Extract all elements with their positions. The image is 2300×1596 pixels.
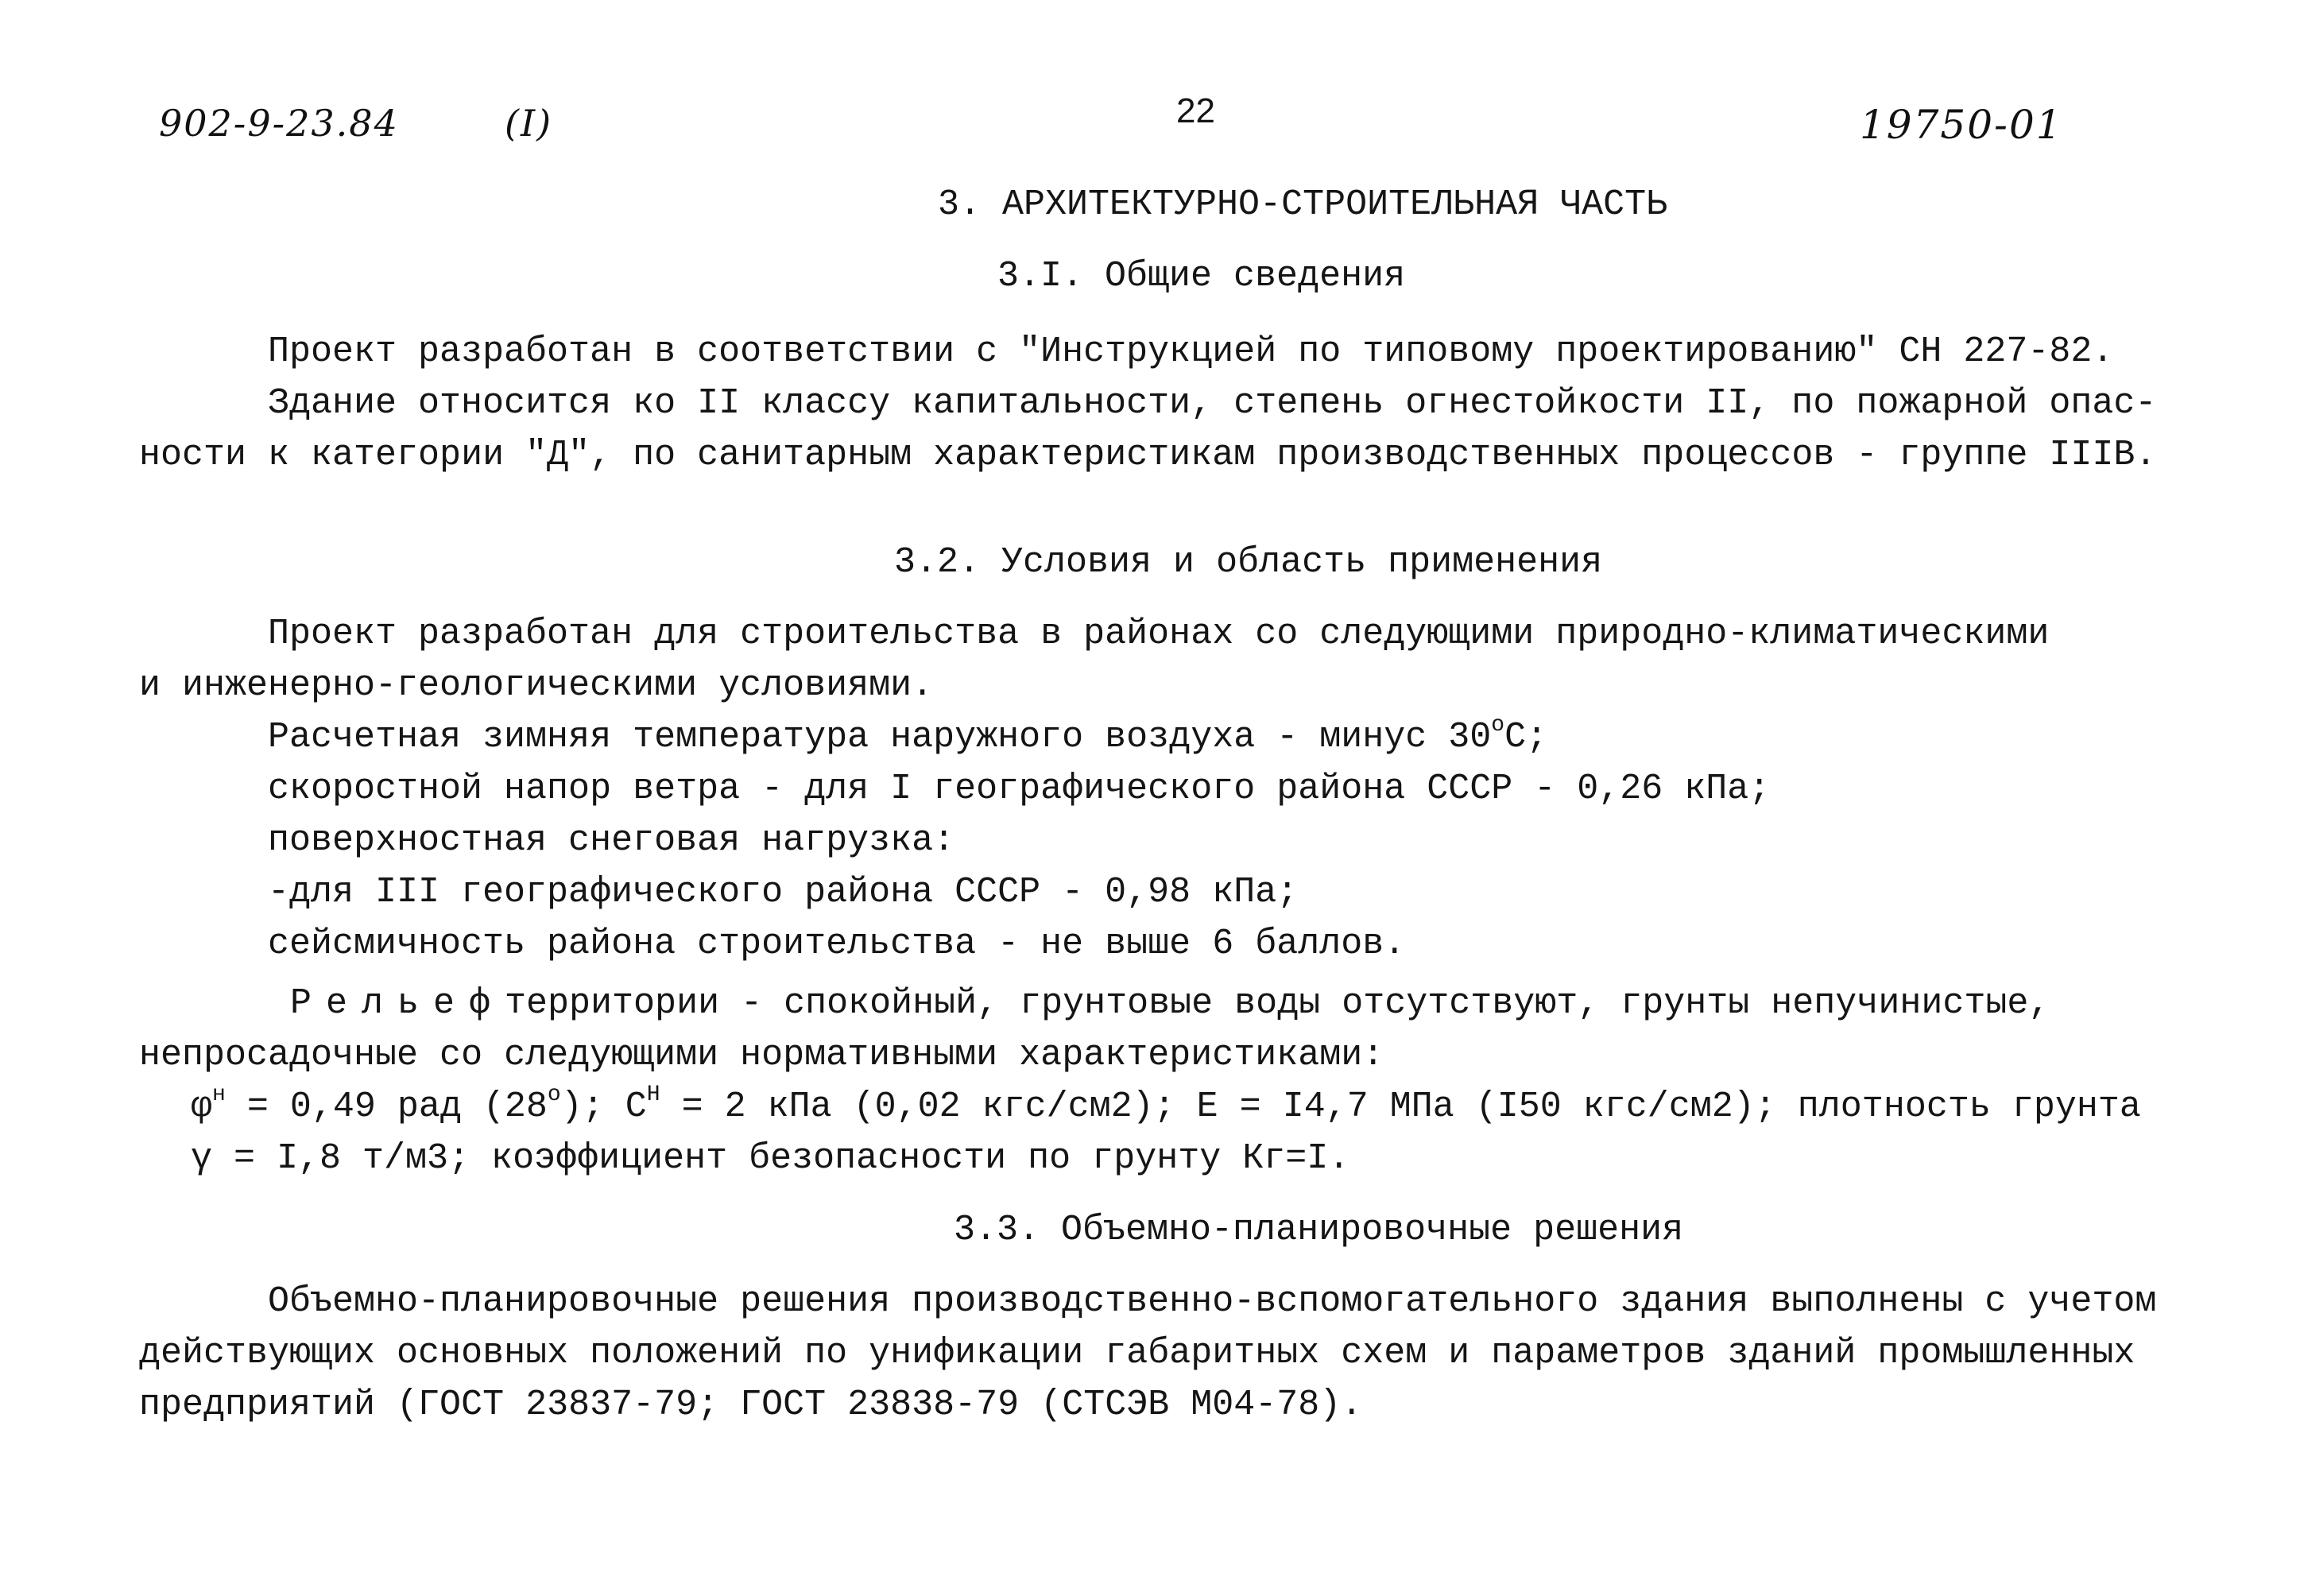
subsection-3-1-title: 3.I. Общие сведения: [997, 256, 1406, 296]
subsection-3-3-title: 3.3. Объемно-планировочные решения: [954, 1210, 1684, 1250]
document-code: 902-9-23.84: [159, 102, 399, 145]
snow-region-line: -для III географического района СССР - 0,98 кПа;: [268, 872, 1299, 912]
wind-load-line: скоростной напор ветра - для I географического района СССР - 0,26 кПа;: [268, 769, 1771, 809]
phi-symbol: φ: [191, 1087, 213, 1127]
seismic-line: сейсмичность района строительства - не выше 6 баллов.: [268, 924, 1406, 964]
paragraph-line: и инженерно-геологическими условиями.: [139, 665, 934, 706]
temperature-line: [268, 713, 1548, 757]
cohesion-superscript: Н: [646, 1083, 660, 1107]
density-line: γ = I,8 т/м3; коэффициент безопасности по грунту Кг=I.: [191, 1138, 1350, 1179]
relief-line: [290, 983, 2050, 1024]
snow-load-line: поверхностная снеговая нагрузка:: [268, 820, 955, 861]
inventory-number: 19750-01: [1860, 102, 2063, 148]
relief-word: Рельеф: [290, 983, 505, 1024]
paragraph-line: предприятий (ГОСТ 23837-79; ГОСТ 23838-79 (СТСЭВ М04-78).: [139, 1385, 1363, 1425]
subsection-3-2-title: 3.2. Условия и область применения: [894, 542, 1603, 583]
temperature-unit: С;: [1504, 717, 1548, 757]
relief-text: территории - спокойный, грунтовые воды отсутствуют, грунты непучинистые,: [505, 983, 2050, 1024]
formula-part: = 0,49 рад (28: [225, 1087, 548, 1127]
formula-part: = 2 кПа (0,02 кгс/см2); Е = I4,7 МПа (I50 кгс/см2); плотность грунта: [660, 1087, 2141, 1127]
phi-superscript: н: [212, 1083, 226, 1107]
paragraph-line: ности к категории "Д", по санитарным характеристикам производственных процессов - группе IIIВ.: [139, 435, 2157, 475]
part-number: (I): [505, 102, 553, 145]
formula-part: ); С: [560, 1087, 647, 1127]
formula-line: [191, 1083, 2141, 1127]
temperature-text: Расчетная зимняя температура наружного воздуха - минус 30: [268, 717, 1492, 757]
paragraph-line: Объемно-планировочные решения производственно-вспомогательного здания выполнены с учетом: [268, 1281, 2157, 1322]
section-title: 3. АРХИТЕКТУРНО-СТРОИТЕЛЬНАЯ ЧАСТЬ: [938, 184, 1668, 225]
soil-intro-line: непросадочные со следующими нормативными характеристиками:: [139, 1035, 1384, 1075]
paragraph-line: действующих основных положений по унификации габаритных схем и параметров зданий промышленных: [139, 1333, 2135, 1373]
degree-mark: о: [1491, 713, 1505, 738]
page-number: 22: [1176, 91, 1215, 130]
paragraph-line: Здание относится ко II классу капитальности, степень огнестойкости II, по пожарной опас-: [268, 383, 2157, 424]
degree-mark: о: [547, 1083, 561, 1107]
paragraph-line: Проект разработан в соответствии с "Инструкцией по типовому проектированию" СН 227-82.: [268, 331, 2114, 372]
paragraph-line: Проект разработан для строительства в районах со следующими природно-климатическими: [268, 614, 2050, 654]
